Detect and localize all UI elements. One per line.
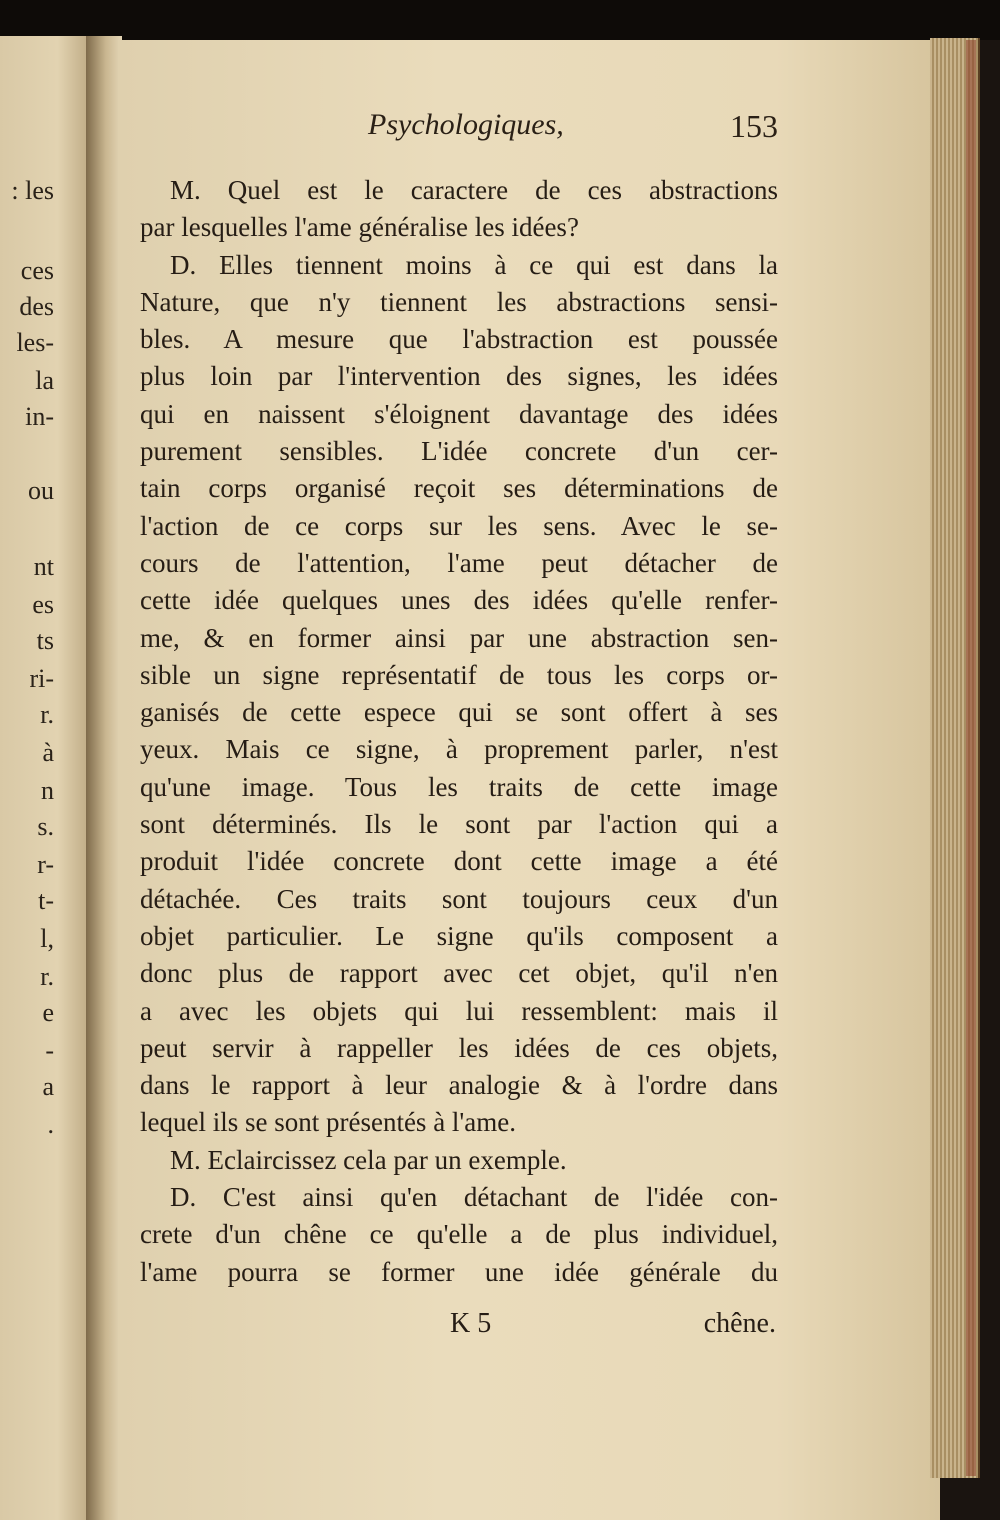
left-fragment: ri- xyxy=(29,664,54,693)
page-edges-tint xyxy=(966,40,976,1476)
text-line: l'action de ce corps sur les sens. Avec le se- xyxy=(140,510,778,541)
text-line: ganisés de cette espece qui se sont offert à ses xyxy=(140,697,778,728)
text-line: a avec les objets qui lui ressemblent: mais il xyxy=(140,995,778,1026)
left-fragment: s. xyxy=(37,812,54,841)
catchword: chêne. xyxy=(703,1308,776,1339)
text-line: peut servir à rappeller les idées de ces objets, xyxy=(140,1032,778,1063)
text-line: yeux. Mais ce signe, à proprement parler, n'est xyxy=(140,734,778,765)
left-fragment: à xyxy=(42,738,54,767)
left-fragment: : les xyxy=(11,176,54,205)
left-fragment: a xyxy=(42,1072,54,1101)
background-top xyxy=(0,0,1000,40)
text-line: lequel ils se sont présentés à l'ame. xyxy=(140,1107,517,1138)
left-fragment: ces xyxy=(20,256,54,285)
left-fragment: in- xyxy=(25,402,54,431)
text-line: D. Elles tiennent moins à ce qui est dans la xyxy=(170,249,778,280)
left-fragment: ou xyxy=(28,476,54,505)
page-number: 153 xyxy=(730,108,778,144)
text-line: par lesquelles l'ame généralise les idées? xyxy=(140,212,579,243)
left-fragment: r. xyxy=(40,700,54,729)
text-line: M. Quel est le caractere de ces abstractions xyxy=(170,175,778,205)
book-gutter xyxy=(86,36,122,1520)
text-line: bles. A mesure que l'abstraction est poussée xyxy=(140,324,778,355)
text-line: produit l'idée concrete dont cette image a été xyxy=(140,846,778,877)
left-fragment: t- xyxy=(38,886,54,915)
text-line: crete d'un chêne ce qu'elle a de plus individuel, xyxy=(140,1219,778,1250)
text-line: qu'une image. Tous les traits de cette image xyxy=(140,771,778,802)
text-line: D. C'est ainsi qu'en détachant de l'idée con- xyxy=(170,1182,778,1213)
text-line: tain corps organisé reçoit ses déterminations de xyxy=(140,473,778,504)
left-fragment: - xyxy=(45,1036,54,1065)
text-line: sible un signe représentatif de tous les corps or- xyxy=(140,659,778,690)
text-line: détachée. Ces traits sont toujours ceux d'un xyxy=(140,883,778,914)
text-line: M. Eclaircissez cela par un exemple. xyxy=(170,1144,567,1175)
page-header xyxy=(120,108,800,158)
text-line: donc plus de rapport avec cet objet, qu'il n'en xyxy=(140,958,778,989)
left-fragment: nt xyxy=(33,552,54,581)
left-fragment: les- xyxy=(16,328,54,357)
text-line: qui en naissent s'éloignent davantage des idées xyxy=(140,398,778,429)
left-fragment: n xyxy=(41,776,54,805)
text-line: me, & en former ainsi par une abstraction sen- xyxy=(140,622,778,653)
left-fragment: e xyxy=(42,998,54,1027)
text-line: cette idée quelques unes des idées qu'elle renfer- xyxy=(140,585,778,616)
left-fragment: es xyxy=(32,590,54,619)
body-text xyxy=(140,172,778,1291)
left-fragment: . xyxy=(47,1110,54,1139)
signature-mark: K 5 xyxy=(450,1308,492,1339)
running-head: Psychologiques, xyxy=(368,108,564,141)
page-footer xyxy=(140,1308,780,1352)
left-fragment: r. xyxy=(40,962,54,991)
left-fragment: ts xyxy=(36,626,54,655)
left-fragment: la xyxy=(35,366,54,395)
text-line: sont déterminés. Ils le sont par l'action qui a xyxy=(140,809,778,840)
left-fragment: des xyxy=(19,292,54,321)
text-line: l'ame pourra se former une idée générale du xyxy=(140,1256,778,1287)
text-line: cours de l'attention, l'ame peut détacher de xyxy=(140,547,778,578)
text-line: objet particulier. Le signe qu'ils composent a xyxy=(140,920,778,951)
left-page-edge xyxy=(0,36,96,1520)
text-line: dans le rapport à leur analogie & à l'ordre dans xyxy=(140,1070,778,1101)
text-line: plus loin par l'intervention des signes, les idées xyxy=(140,361,778,392)
left-fragment: l, xyxy=(40,924,54,953)
text-line: Nature, que n'y tiennent les abstractions sensi- xyxy=(140,286,778,317)
left-fragment: r- xyxy=(37,850,54,879)
text-line: purement sensibles. L'idée concrete d'un cer- xyxy=(140,436,778,467)
